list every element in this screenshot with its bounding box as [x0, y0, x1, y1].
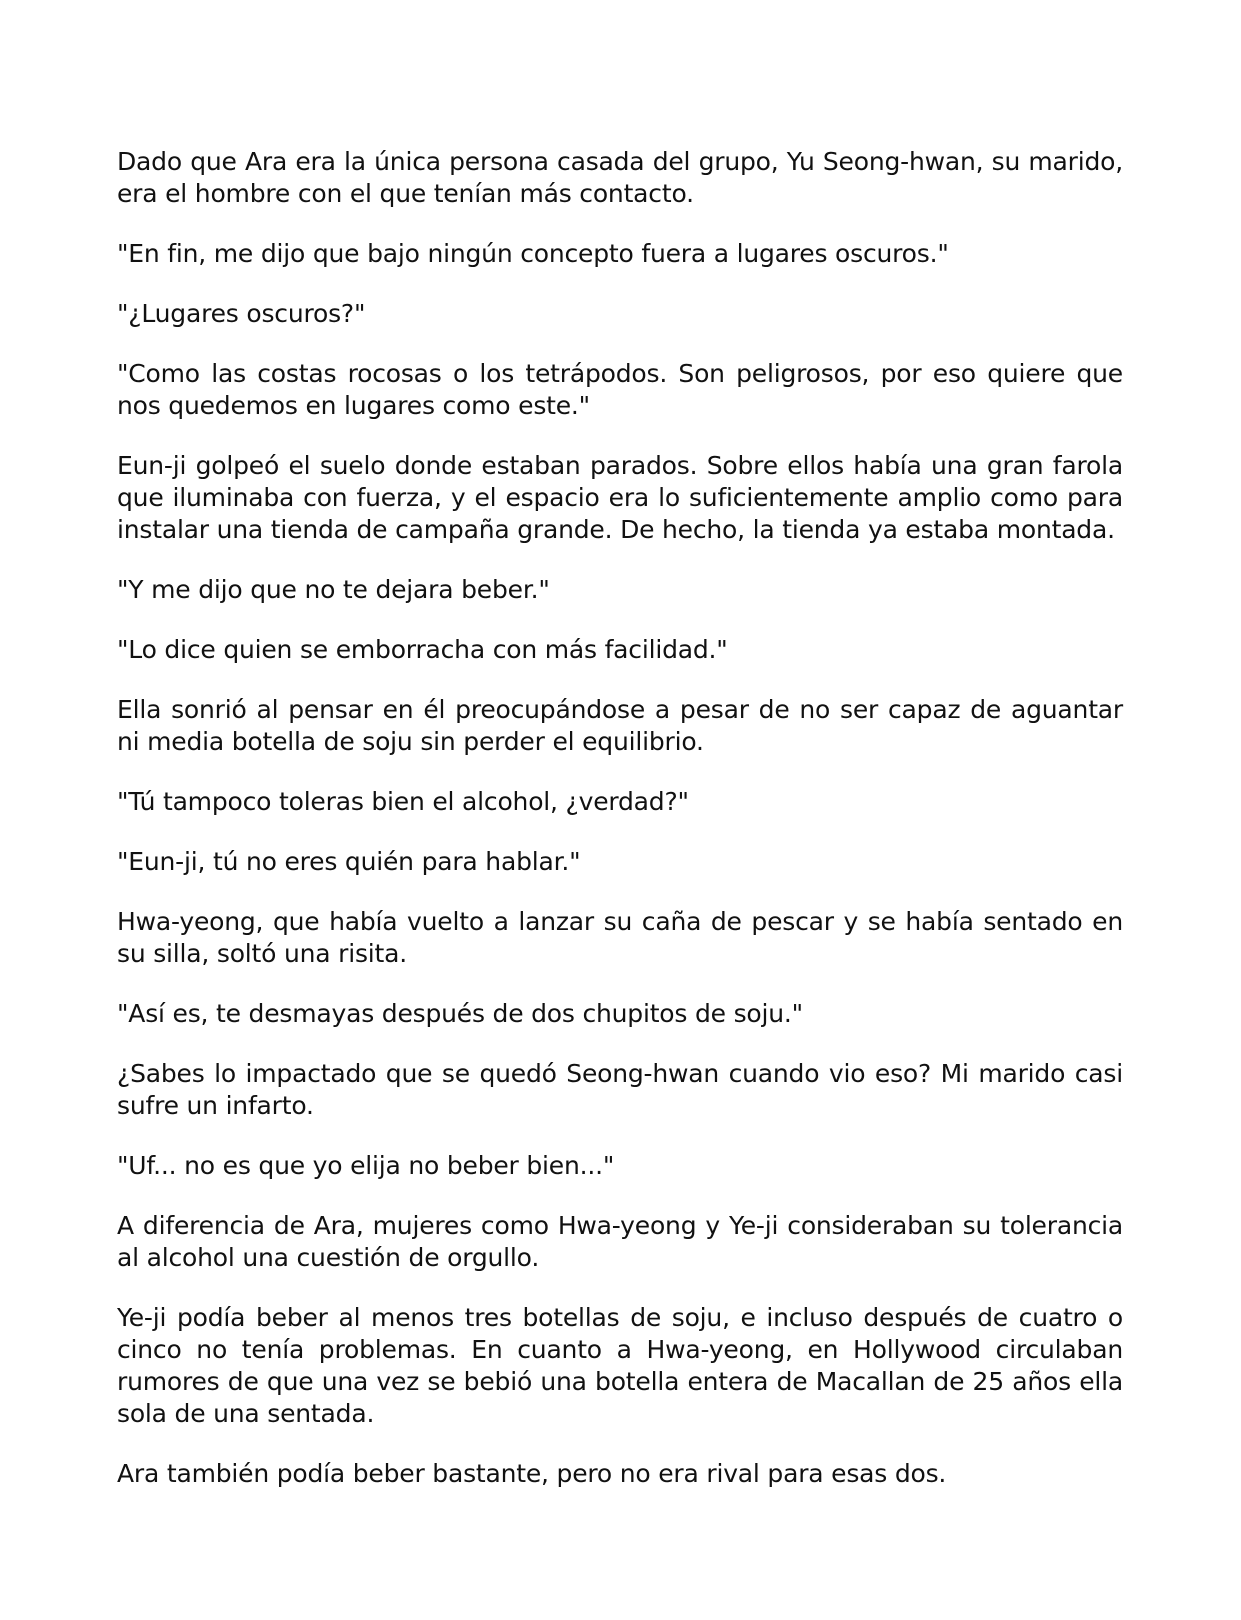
- document-page: [117, 146, 1123, 1518]
- paragraph: "Lo dice quien se emborracha con más facilidad.": [117, 635, 728, 664]
- paragraph: Hwa-yeong, que había vuelto a lanzar su caña de pescar y se había sentado en su silla, soltó una risita.: [117, 907, 1123, 968]
- paragraph: "Como las costas rocosas o los tetrápodos. Son peligrosos, por eso quiere que nos quedemos en lugares como este.": [117, 359, 1123, 420]
- paragraph: "Tú tampoco toleras bien el alcohol, ¿verdad?": [117, 787, 689, 816]
- paragraph: "Eun-ji, tú no eres quién para hablar.": [117, 847, 581, 876]
- paragraph: Dado que Ara era la única persona casada del grupo, Yu Seong-hwan, su marido, era el hombre con el que tenían más contacto.: [117, 147, 1123, 208]
- paragraph: "En fin, me dijo que bajo ningún concepto fuera a lugares oscuros.": [117, 239, 949, 268]
- paragraph: "Uf... no es que yo elija no beber bien...": [117, 1151, 615, 1180]
- paragraph: "Y me dijo que no te dejara beber.": [117, 575, 550, 604]
- paragraph: "Así es, te desmayas después de dos chupitos de soju.": [117, 999, 803, 1028]
- paragraph: Ara también podía beber bastante, pero no era rival para esas dos.: [117, 1459, 947, 1488]
- paragraph: "¿Lugares oscuros?": [117, 299, 366, 328]
- paragraph: A diferencia de Ara, mujeres como Hwa-yeong y Ye-ji consideraban su tolerancia al alcohol una cuestión de orgullo.: [117, 1211, 1123, 1272]
- paragraph: Eun-ji golpeó el suelo donde estaban parados. Sobre ellos había una gran farola que iluminaba con fuerza, y el espacio era lo suficientemente amplio como para instalar una tienda de campaña grande. De hecho, la tienda ya estaba montada.: [117, 451, 1123, 544]
- paragraph: ¿Sabes lo impactado que se quedó Seong-hwan cuando vio eso? Mi marido casi sufre un infarto.: [117, 1059, 1123, 1120]
- paragraph: Ella sonrió al pensar en él preocupándose a pesar de no ser capaz de aguantar ni media botella de soju sin perder el equilibrio.: [117, 695, 1123, 756]
- paragraph: Ye-ji podía beber al menos tres botellas de soju, e incluso después de cuatro o cinco no tenía problemas. En cuanto a Hwa-yeong, en Hollywood circulaban rumores de que una vez se bebió una botella entera de Macallan de 25 años ella sola de una sentada.: [117, 1303, 1123, 1428]
